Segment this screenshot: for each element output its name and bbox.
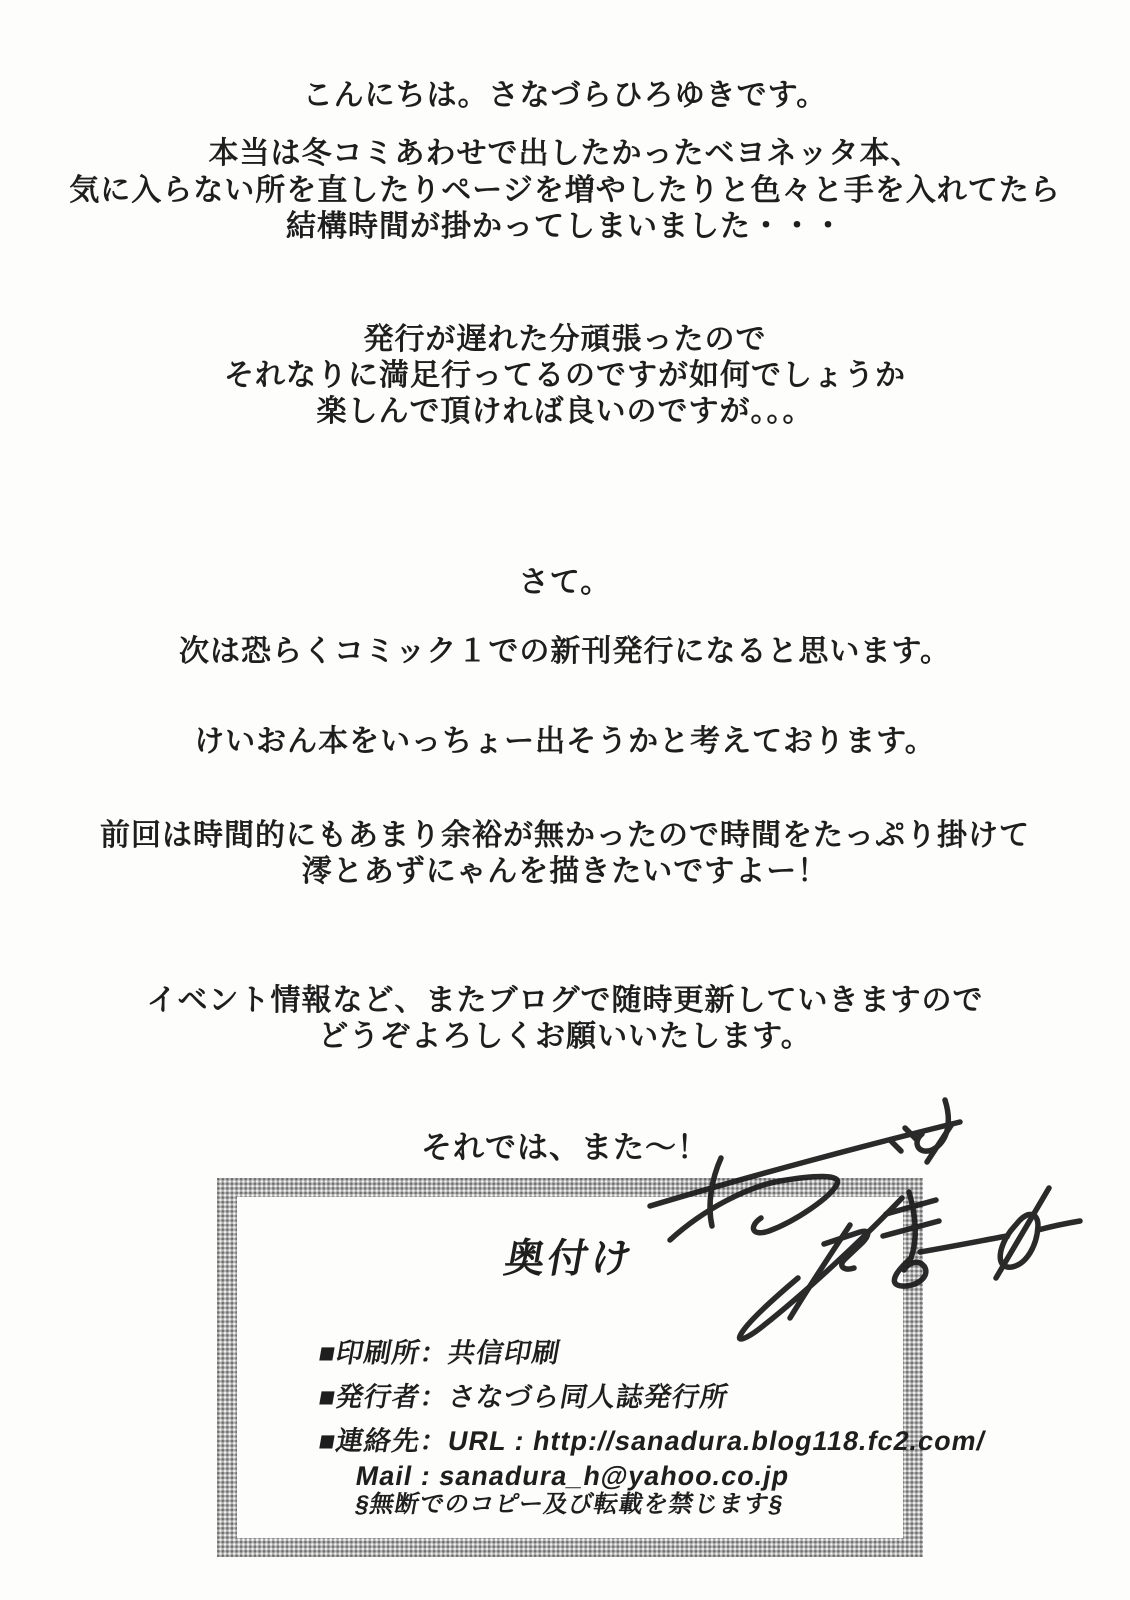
colophon-row-publisher bbox=[316, 1375, 732, 1414]
signature-stroke bbox=[710, 1158, 721, 1226]
para6-line2: 澪とあずにゃんを描きたいですよー！ bbox=[301, 855, 829, 888]
greeting-line: こんにちは。さなづらひろゆきです。 bbox=[302, 79, 828, 112]
signature-stroke bbox=[670, 1176, 838, 1240]
para7-line1: イベント情報など、またブログで随時更新していきますので bbox=[146, 984, 984, 1017]
printer-label: ■印刷所： bbox=[316, 1338, 451, 1368]
contact-url-value: URL : http://sanadura.blog118.fc2.com/ bbox=[445, 1426, 989, 1456]
publisher-value: さなづら同人誌発行所 bbox=[445, 1382, 731, 1412]
colophon-row-printer bbox=[316, 1331, 564, 1370]
para3-line1: さて。 bbox=[518, 566, 612, 599]
signature-stroke bbox=[894, 1258, 925, 1286]
artist-signature bbox=[600, 1080, 1100, 1370]
copyright-notice: §無断でのコピー及び転載を禁じます§ bbox=[353, 1491, 786, 1518]
para2-line2: それなりに満足行ってるのですが如何でしょうか bbox=[224, 359, 906, 392]
signature-stroke bbox=[890, 1140, 901, 1151]
para1-line2: 気に入らない所を直したりページを増やしたりと色々と手を入れてたら bbox=[69, 174, 1061, 207]
closing-line: それでは、また～！ bbox=[421, 1130, 709, 1165]
colophon-row-contact-url bbox=[316, 1419, 989, 1458]
contact-label: ■連絡先： bbox=[316, 1426, 451, 1456]
publisher-label: ■発行者： bbox=[316, 1382, 451, 1412]
para5-line1: けいおん本をいっちょー出そうかと考えております。 bbox=[194, 725, 936, 758]
para4-line1: 次は恐らくコミック１での新刊発行になると思います。 bbox=[179, 635, 951, 668]
printer-value: 共信印刷 bbox=[445, 1338, 563, 1368]
para2-line1: 発行が遅れた分頑張ったので bbox=[363, 323, 767, 356]
signature-stroke bbox=[1038, 1221, 1080, 1230]
colophon-title: 奥付け bbox=[501, 1237, 638, 1281]
para1-line3: 結構時間が掛かってしまいました・・・ bbox=[286, 210, 844, 243]
para6-line1: 前回は時間的にもあまり余裕が無かったので時間をたっぷり掛けて bbox=[100, 819, 1030, 852]
para2-line3: 楽しんで頂ければ良いのですが。。。 bbox=[316, 395, 814, 428]
para7-line2: どうぞよろしくお願いいたします。 bbox=[318, 1020, 812, 1053]
contact-mail-value: Mail : sanadura_h@yahoo.co.jp bbox=[353, 1461, 793, 1491]
signature-stroke bbox=[920, 1236, 1007, 1252]
para1-line1: 本当は冬コミあわせで出したかったベヨネッタ本、 bbox=[208, 137, 922, 170]
signature-stroke bbox=[883, 1221, 939, 1236]
